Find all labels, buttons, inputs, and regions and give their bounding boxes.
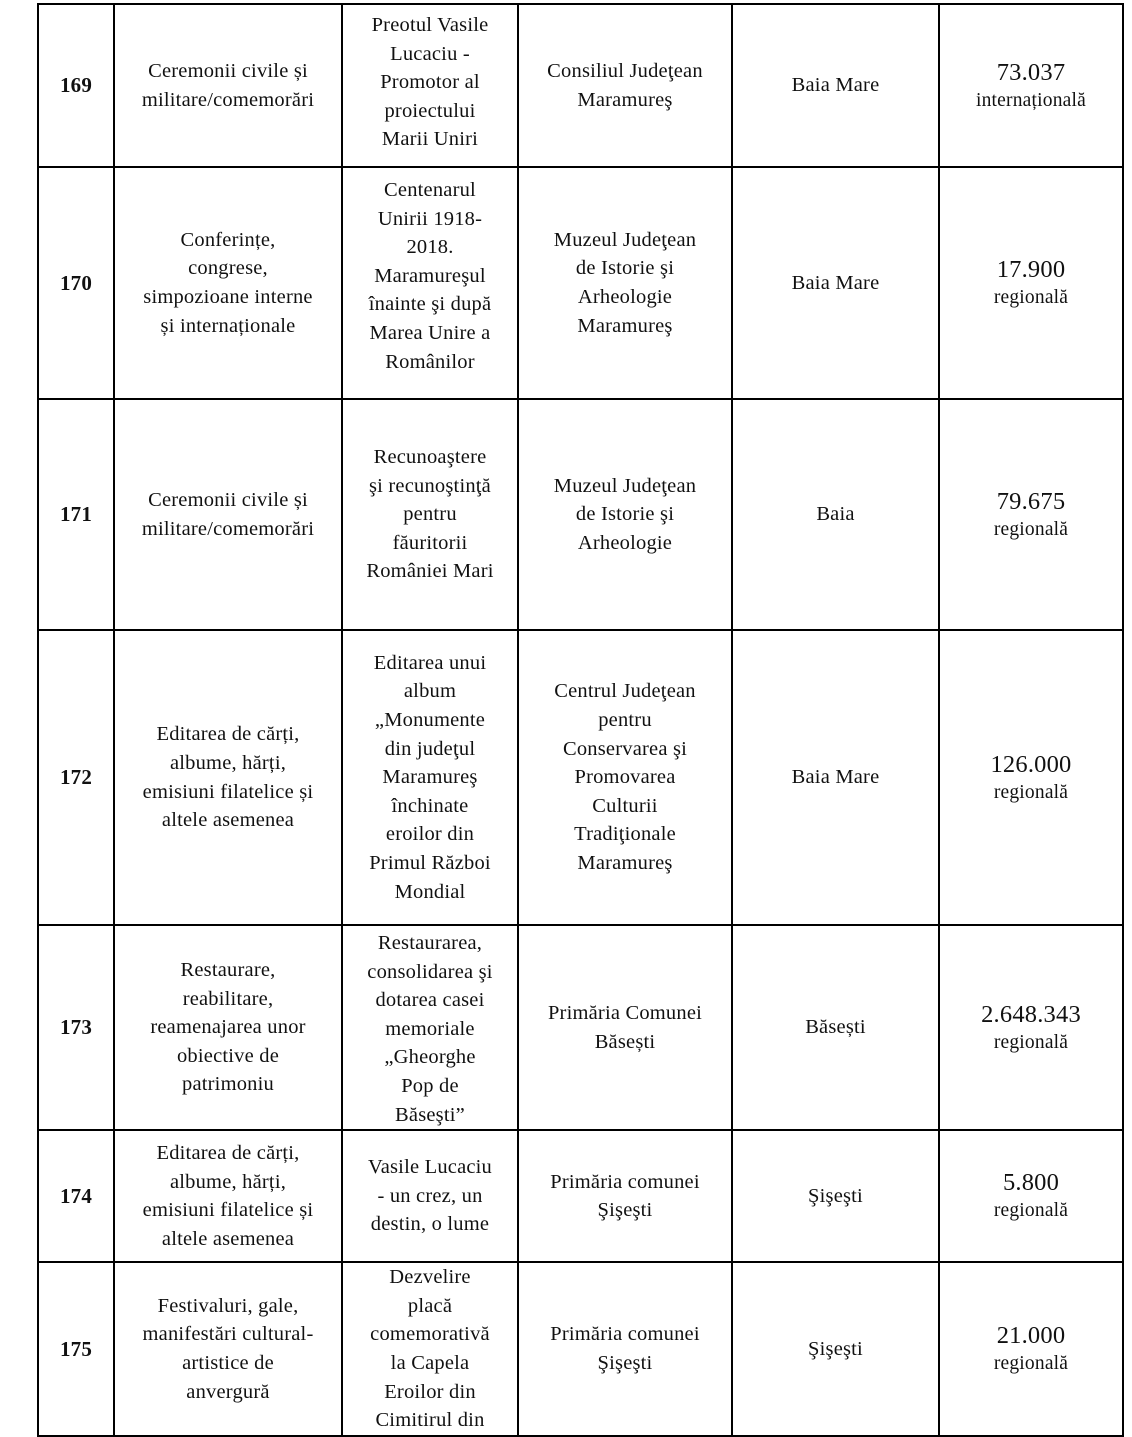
text-line: Muzeul Judeţean [553, 474, 697, 497]
text-line: reabilitare, [182, 987, 274, 1010]
text-line: Mondial [394, 880, 466, 903]
project-cell [342, 630, 518, 925]
text-line: consolidarea şi [367, 960, 493, 983]
text-line: Festivaluri, gale, [157, 1294, 299, 1317]
text-line: Baia [816, 503, 855, 526]
location-cell [732, 4, 939, 167]
text-line: emisiuni filatelice și [142, 780, 314, 803]
text-line: înainte şi după [368, 293, 492, 316]
text-line: Ceremonii civile și [148, 59, 308, 82]
row-number-cell: 170 [38, 167, 114, 399]
text-line: Baia Mare [791, 271, 880, 294]
location-cell [732, 630, 939, 925]
text-line: Băseşti” [395, 1103, 465, 1126]
text-line: comemorativă [370, 1323, 490, 1346]
text-line: albume, hărți, [169, 1170, 287, 1193]
project-cell [342, 4, 518, 167]
text-line: şi recunoştinţă [369, 474, 491, 497]
text-line: Primăria comunei [550, 1170, 700, 1193]
text-line: Şişeşti [808, 1184, 863, 1207]
text-line: Centrul Judeţean [554, 680, 696, 703]
text-line: Maramureş [382, 766, 478, 789]
events-table [37, 3, 1124, 1437]
text-line: României Mari [366, 560, 494, 583]
event-level: regională [993, 1352, 1069, 1374]
budget-cell [939, 4, 1123, 167]
text-line: Arheologie [577, 286, 673, 308]
budget-amount: 5.800 [1002, 1169, 1060, 1197]
table-row [38, 399, 1123, 630]
text-line: făuritorii [392, 531, 468, 554]
table-row [38, 630, 1123, 925]
text-line: congrese, [188, 257, 268, 280]
project-cell [342, 399, 518, 630]
text-line: militare/comemorări [141, 517, 315, 540]
text-line: dotarea casei [375, 989, 485, 1012]
text-line: album [403, 680, 457, 703]
text-line: destin, o lume [370, 1213, 490, 1236]
text-line: Lucaciu - [390, 42, 470, 65]
text-line: pentru [598, 709, 652, 732]
text-line: proiectului [384, 99, 476, 122]
text-line: Maramureşul [374, 264, 486, 287]
text-line: Cimitirul din [375, 1409, 485, 1432]
project-cell [342, 925, 518, 1130]
project-cell [342, 167, 518, 399]
text-line: Şişeşti [597, 1351, 653, 1374]
text-line: Restaurarea, [377, 932, 483, 954]
organizer-cell [518, 4, 732, 167]
text-line: albume, hărți, [169, 751, 287, 774]
text-line: altele asemenea [161, 1227, 295, 1250]
budget-cell [939, 630, 1123, 925]
organizer-cell [518, 925, 732, 1130]
text-line: Arheologie [577, 531, 673, 554]
text-line: Marii Uniri [381, 128, 479, 151]
event-level: regională [993, 287, 1069, 308]
text-line: altele asemenea [161, 809, 295, 832]
text-line: Maramureş [577, 314, 673, 337]
text-line: Primăria comunei [550, 1323, 700, 1346]
text-line: Marea Unire a [369, 321, 491, 344]
text-line: pentru [403, 503, 457, 526]
budget-amount: 126.000 [990, 750, 1072, 778]
text-line: Editarea de cărți, [156, 1141, 300, 1164]
budget-cell [939, 1262, 1123, 1436]
event-level: regională [993, 781, 1069, 803]
budget-cell [939, 167, 1123, 399]
category-cell [114, 925, 342, 1130]
event-level: regională [993, 518, 1069, 540]
text-line: Băsești [594, 1030, 656, 1053]
project-cell [342, 1262, 518, 1436]
project-cell [342, 1130, 518, 1262]
budget-amount: 2.648.343 [981, 1000, 1081, 1028]
text-line: Pop de [401, 1074, 459, 1097]
budget-cell [939, 399, 1123, 630]
text-line: - un crez, un [377, 1184, 483, 1207]
category-cell [114, 1130, 342, 1262]
category-cell [114, 4, 342, 167]
text-line: Muzeul Judeţean [553, 228, 697, 251]
budget-amount: 79.675 [996, 487, 1066, 515]
text-line: artistice de [182, 1351, 274, 1374]
text-line: de Istorie şi [575, 257, 675, 280]
event-level: regională [993, 1200, 1069, 1222]
text-line: Ceremonii civile și [148, 488, 308, 511]
text-line: Promotor al [380, 71, 480, 94]
event-level: regională [993, 1031, 1069, 1053]
location-cell [732, 399, 939, 630]
text-line: Restaurare, [180, 959, 276, 982]
text-line: „Gheorghe [384, 1046, 476, 1069]
row-number-cell: 169 [38, 4, 114, 167]
text-line: Recunoaştere [373, 446, 487, 469]
table-row [38, 167, 1123, 399]
text-line: Culturii [592, 794, 658, 817]
text-line: simpozioane interne [143, 286, 313, 308]
text-line: Baia Mare [791, 74, 880, 97]
text-line: Conferințe, [180, 228, 276, 251]
text-line: 2018. [406, 236, 454, 259]
row-number-cell: 171 [38, 399, 114, 630]
category-cell [114, 630, 342, 925]
text-line: Editarea de cărți, [156, 723, 300, 746]
organizer-cell [518, 1262, 732, 1436]
category-cell [114, 167, 342, 399]
text-line: și internaționale [160, 314, 296, 337]
row-number-cell: 172 [38, 630, 114, 925]
text-line: reamenajarea unor [150, 1016, 306, 1039]
text-line: Dezvelire [389, 1266, 471, 1289]
text-line: Centenarul [384, 179, 476, 201]
budget-amount: 73.037 [996, 58, 1066, 86]
category-cell [114, 1262, 342, 1436]
text-line: obiective de [176, 1044, 279, 1067]
text-line: Promovarea [574, 766, 676, 789]
text-line: manifestări cultural- [142, 1323, 314, 1346]
text-line: emisiuni filatelice și [142, 1199, 314, 1222]
text-line: la Capela [390, 1351, 470, 1374]
text-line: Preotul Vasile [371, 14, 489, 36]
table-row [38, 1262, 1123, 1436]
location-cell [732, 1130, 939, 1262]
text-line: Maramureş [577, 88, 673, 111]
budget-cell [939, 925, 1123, 1130]
location-cell [732, 167, 939, 399]
organizer-cell [518, 167, 732, 399]
row-number-cell: 173 [38, 925, 114, 1130]
text-line: placă [407, 1294, 453, 1317]
location-cell [732, 925, 939, 1130]
text-line: Primăria Comunei [547, 1001, 703, 1024]
text-line: anvergură [186, 1380, 270, 1403]
budget-amount: 21.000 [996, 1321, 1066, 1349]
text-line: Eroilor din [384, 1380, 476, 1403]
location-cell [732, 1262, 939, 1436]
text-line: Şişeşti [597, 1199, 653, 1222]
budget-amount: 17.900 [996, 256, 1066, 283]
text-line: de Istorie şi [575, 503, 675, 526]
text-line: închinate [391, 794, 469, 817]
text-line: Românilor [385, 350, 475, 373]
organizer-cell [518, 399, 732, 630]
row-number-cell: 175 [38, 1262, 114, 1436]
text-line: Editarea unui [373, 651, 487, 674]
event-level: internațională [975, 89, 1086, 111]
text-line: eroilor din [385, 823, 475, 846]
text-line: Conservarea şi [562, 737, 688, 760]
text-line: din judeţul [384, 737, 476, 760]
text-line: „Monumente [374, 709, 486, 732]
organizer-cell [518, 1130, 732, 1262]
table-row [38, 4, 1123, 167]
category-cell [114, 399, 342, 630]
text-line: memoriale [385, 1017, 475, 1040]
table-row [38, 1130, 1123, 1262]
row-number-cell: 174 [38, 1130, 114, 1262]
text-line: Tradiţionale [574, 823, 676, 846]
text-line: Şişeşti [808, 1337, 863, 1360]
text-line: Consiliul Judeţean [547, 59, 703, 82]
text-line: Maramureş [577, 851, 673, 874]
text-line: militare/comemorări [141, 88, 315, 111]
budget-cell [939, 1130, 1123, 1262]
text-line: Băsești [805, 1016, 866, 1039]
text-line: Vasile Lucaciu [367, 1156, 493, 1179]
table-body [38, 4, 1123, 1436]
text-line: Baia Mare [791, 766, 880, 789]
organizer-cell [518, 630, 732, 925]
table-row [38, 925, 1123, 1130]
text-line: patrimoniu [182, 1073, 274, 1096]
text-line: Unirii 1918- [377, 207, 483, 230]
text-line: Primul Război [369, 851, 491, 874]
